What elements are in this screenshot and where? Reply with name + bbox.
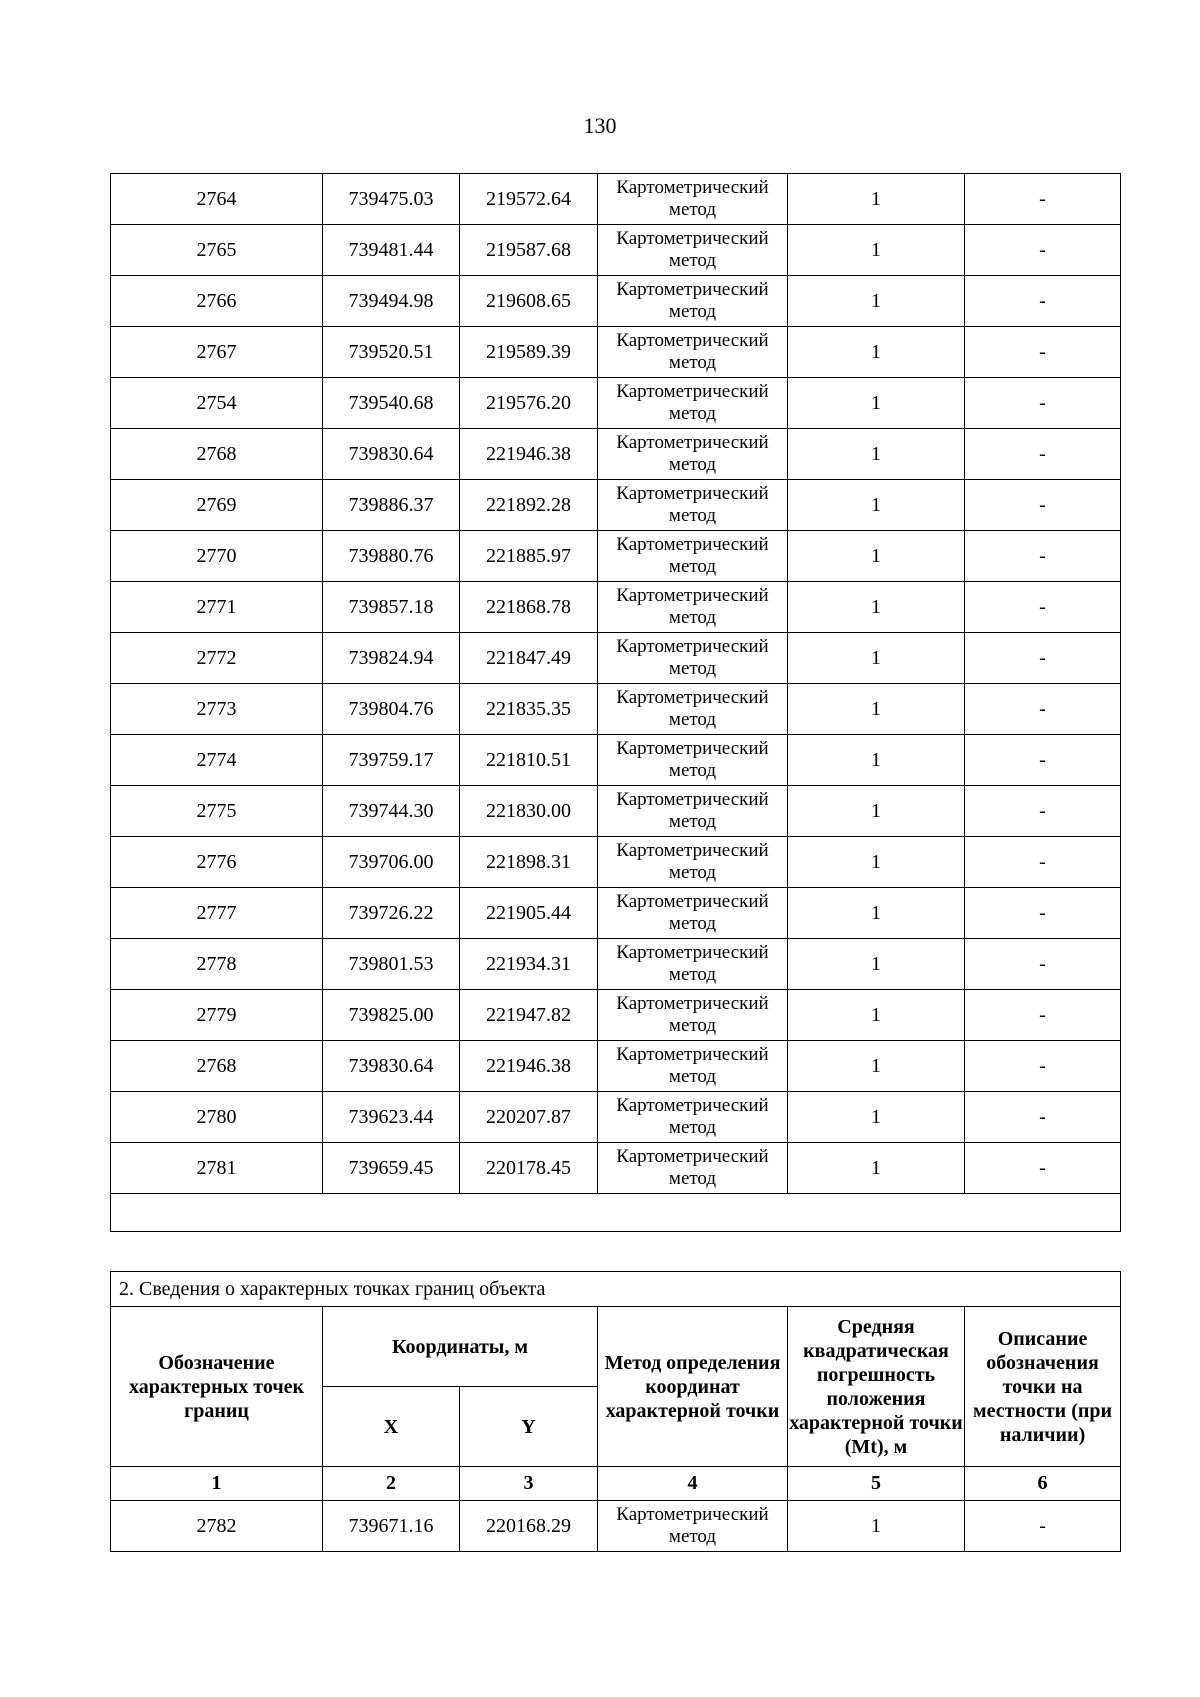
x-coordinate-cell: 739623.44 — [323, 1092, 460, 1143]
x-coordinate-cell: 739744.30 — [323, 786, 460, 837]
point-id-cell: 2774 — [111, 735, 323, 786]
method-cell — [598, 837, 788, 888]
method-text: Картометрический метод — [616, 1504, 769, 1547]
method-cell — [598, 735, 788, 786]
boundary-points-table — [110, 1271, 1121, 1552]
point-id-cell: 2776 — [111, 837, 323, 888]
column-number: 6 — [965, 1467, 1121, 1501]
x-coordinate-cell: 739706.00 — [323, 837, 460, 888]
mean-error-cell: 1 — [788, 939, 965, 990]
mean-error-cell: 1 — [788, 174, 965, 225]
description-cell: - — [965, 888, 1121, 939]
point-id-cell: 2781 — [111, 1143, 323, 1194]
column-number: 4 — [598, 1467, 788, 1501]
mean-error-cell: 1 — [788, 225, 965, 276]
y-coordinate-cell: 221946.38 — [460, 1041, 598, 1092]
y-coordinate-cell: 219572.64 — [460, 174, 598, 225]
table-row — [111, 684, 1121, 735]
x-coordinate-cell: 739824.94 — [323, 633, 460, 684]
mean-error-cell: 1 — [788, 276, 965, 327]
y-coordinate-cell: 220178.45 — [460, 1143, 598, 1194]
table-row — [111, 837, 1121, 888]
point-id-cell: 2778 — [111, 939, 323, 990]
method-cell — [598, 1041, 788, 1092]
x-coordinate-cell: 739830.64 — [323, 1041, 460, 1092]
point-id-cell: 2766 — [111, 276, 323, 327]
description-cell: - — [965, 684, 1121, 735]
y-coordinate-cell: 220168.29 — [460, 1501, 598, 1552]
mean-error-cell: 1 — [788, 684, 965, 735]
point-id-cell: 2777 — [111, 888, 323, 939]
point-id-cell: 2768 — [111, 1041, 323, 1092]
description-cell: - — [965, 1041, 1121, 1092]
y-coordinate-cell: 221892.28 — [460, 480, 598, 531]
y-coordinate-cell: 219608.65 — [460, 276, 598, 327]
method-text: Картометрический метод — [616, 993, 769, 1036]
y-coordinate-cell: 221847.49 — [460, 633, 598, 684]
method-cell — [598, 327, 788, 378]
mean-error-cell: 1 — [788, 786, 965, 837]
table-row — [111, 990, 1121, 1041]
mean-error-cell: 1 — [788, 735, 965, 786]
table-row — [111, 225, 1121, 276]
header-y: Y — [460, 1387, 598, 1467]
y-coordinate-cell: 221868.78 — [460, 582, 598, 633]
method-cell — [598, 276, 788, 327]
method-cell — [598, 1092, 788, 1143]
method-text: Картометрический метод — [616, 534, 769, 577]
description-cell: - — [965, 582, 1121, 633]
method-cell — [598, 684, 788, 735]
mean-error-cell: 1 — [788, 531, 965, 582]
method-cell — [598, 429, 788, 480]
description-cell: - — [965, 276, 1121, 327]
point-id-cell: 2775 — [111, 786, 323, 837]
x-coordinate-cell: 739801.53 — [323, 939, 460, 990]
mean-error-cell: 1 — [788, 378, 965, 429]
method-text: Картометрический метод — [616, 687, 769, 730]
table-row — [111, 633, 1121, 684]
mean-error-cell: 1 — [788, 1501, 965, 1552]
description-cell: - — [965, 429, 1121, 480]
point-id-cell: 2767 — [111, 327, 323, 378]
table-row — [111, 582, 1121, 633]
point-id-cell: 2782 — [111, 1501, 323, 1552]
y-coordinate-cell: 220207.87 — [460, 1092, 598, 1143]
column-number: 5 — [788, 1467, 965, 1501]
method-text: Картометрический метод — [616, 636, 769, 679]
method-text: Картометрический метод — [616, 585, 769, 628]
header-coordinates: Координаты, м — [323, 1307, 598, 1387]
x-coordinate-cell: 739520.51 — [323, 327, 460, 378]
method-text: Картометрический метод — [616, 1146, 769, 1189]
mean-error-cell: 1 — [788, 990, 965, 1041]
x-coordinate-cell: 739759.17 — [323, 735, 460, 786]
method-text: Картометрический метод — [616, 483, 769, 526]
description-cell: - — [965, 990, 1121, 1041]
description-cell: - — [965, 633, 1121, 684]
x-coordinate-cell: 739830.64 — [323, 429, 460, 480]
point-id-cell: 2764 — [111, 174, 323, 225]
column-number: 2 — [323, 1467, 460, 1501]
method-text: Картометрический метод — [616, 177, 769, 220]
point-id-cell: 2768 — [111, 429, 323, 480]
method-cell — [598, 174, 788, 225]
method-cell — [598, 1143, 788, 1194]
method-text: Картометрический метод — [616, 228, 769, 271]
mean-error-cell: 1 — [788, 1041, 965, 1092]
table-row — [111, 276, 1121, 327]
method-cell — [598, 888, 788, 939]
description-cell: - — [965, 378, 1121, 429]
x-coordinate-cell: 739886.37 — [323, 480, 460, 531]
y-coordinate-cell: 219576.20 — [460, 378, 598, 429]
x-coordinate-cell: 739825.00 — [323, 990, 460, 1041]
description-cell: - — [965, 531, 1121, 582]
table-row — [111, 429, 1121, 480]
x-coordinate-cell: 739659.45 — [323, 1143, 460, 1194]
method-text: Картометрический метод — [616, 891, 769, 934]
method-text: Картометрический метод — [616, 789, 769, 832]
table-row — [111, 174, 1121, 225]
method-text: Картометрический метод — [616, 432, 769, 475]
table-row — [111, 327, 1121, 378]
empty-cell — [111, 1194, 1121, 1232]
x-coordinate-cell: 739494.98 — [323, 276, 460, 327]
header-method: Метод определения координат характерной точки — [598, 1307, 788, 1467]
table-row — [111, 735, 1121, 786]
table-row — [111, 1092, 1121, 1143]
y-coordinate-cell: 219589.39 — [460, 327, 598, 378]
method-cell — [598, 531, 788, 582]
y-coordinate-cell: 221905.44 — [460, 888, 598, 939]
page-number: 130 — [583, 113, 617, 138]
method-cell — [598, 582, 788, 633]
header-mean-error: Средняя квадратическая погрешность положения характерной точки (Mt), м — [788, 1307, 965, 1467]
description-cell: - — [965, 327, 1121, 378]
method-text: Картометрический метод — [616, 840, 769, 883]
mean-error-cell: 1 — [788, 633, 965, 684]
mean-error-cell: 1 — [788, 837, 965, 888]
y-coordinate-cell: 221946.38 — [460, 429, 598, 480]
y-coordinate-cell: 221934.31 — [460, 939, 598, 990]
table-row — [111, 786, 1121, 837]
description-cell: - — [965, 786, 1121, 837]
point-id-cell: 2765 — [111, 225, 323, 276]
method-cell — [598, 990, 788, 1041]
column-number: 3 — [460, 1467, 598, 1501]
point-id-cell: 2769 — [111, 480, 323, 531]
y-coordinate-cell: 221835.35 — [460, 684, 598, 735]
x-coordinate-cell: 739726.22 — [323, 888, 460, 939]
y-coordinate-cell: 221947.82 — [460, 990, 598, 1041]
x-coordinate-cell: 739671.16 — [323, 1501, 460, 1552]
coordinates-table-continued — [110, 173, 1121, 1232]
point-id-cell: 2779 — [111, 990, 323, 1041]
description-cell: - — [965, 735, 1121, 786]
y-coordinate-cell: 221830.00 — [460, 786, 598, 837]
method-text: Картометрический метод — [616, 381, 769, 424]
table-row — [111, 531, 1121, 582]
mean-error-cell: 1 — [788, 1092, 965, 1143]
table-row — [111, 1041, 1121, 1092]
mean-error-cell: 1 — [788, 480, 965, 531]
empty-row — [111, 1194, 1121, 1232]
method-text: Картометрический метод — [616, 1095, 769, 1138]
method-text: Картометрический метод — [616, 1044, 769, 1087]
mean-error-cell: 1 — [788, 888, 965, 939]
y-coordinate-cell: 221885.97 — [460, 531, 598, 582]
method-text: Картометрический метод — [616, 330, 769, 373]
method-text: Картометрический метод — [616, 942, 769, 985]
description-cell: - — [965, 1092, 1121, 1143]
point-id-cell: 2772 — [111, 633, 323, 684]
method-cell — [598, 378, 788, 429]
x-coordinate-cell: 739475.03 — [323, 174, 460, 225]
description-cell: - — [965, 480, 1121, 531]
table-row — [111, 888, 1121, 939]
table-row — [111, 480, 1121, 531]
x-coordinate-cell: 739481.44 — [323, 225, 460, 276]
mean-error-cell: 1 — [788, 429, 965, 480]
description-cell: - — [965, 939, 1121, 990]
method-cell — [598, 1501, 788, 1552]
mean-error-cell: 1 — [788, 582, 965, 633]
method-cell — [598, 786, 788, 837]
description-cell: - — [965, 837, 1121, 888]
table-row — [111, 1143, 1121, 1194]
header-point-designation: Обозначение характерных точек границ — [111, 1307, 323, 1467]
point-id-cell: 2754 — [111, 378, 323, 429]
x-coordinate-cell: 739880.76 — [323, 531, 460, 582]
mean-error-cell: 1 — [788, 327, 965, 378]
method-cell — [598, 633, 788, 684]
method-text: Картометрический метод — [616, 738, 769, 781]
header-x: X — [323, 1387, 460, 1467]
point-id-cell: 2780 — [111, 1092, 323, 1143]
y-coordinate-cell: 219587.68 — [460, 225, 598, 276]
table-row — [111, 1501, 1121, 1552]
x-coordinate-cell: 739540.68 — [323, 378, 460, 429]
point-id-cell: 2771 — [111, 582, 323, 633]
description-cell: - — [965, 1143, 1121, 1194]
point-id-cell: 2773 — [111, 684, 323, 735]
header-description: Описание обозначения точки на местности (при наличии) — [965, 1307, 1121, 1467]
table-caption: 2. Сведения о характерных точках границ объекта — [111, 1272, 1121, 1307]
description-cell: - — [965, 1501, 1121, 1552]
column-number: 1 — [111, 1467, 323, 1501]
y-coordinate-cell: 221898.31 — [460, 837, 598, 888]
description-cell: - — [965, 174, 1121, 225]
x-coordinate-cell: 739804.76 — [323, 684, 460, 735]
y-coordinate-cell: 221810.51 — [460, 735, 598, 786]
mean-error-cell: 1 — [788, 1143, 965, 1194]
method-cell — [598, 480, 788, 531]
description-cell: - — [965, 225, 1121, 276]
x-coordinate-cell: 739857.18 — [323, 582, 460, 633]
table-row — [111, 378, 1121, 429]
method-text: Картометрический метод — [616, 279, 769, 322]
method-cell — [598, 939, 788, 990]
table-row — [111, 939, 1121, 990]
method-cell — [598, 225, 788, 276]
point-id-cell: 2770 — [111, 531, 323, 582]
